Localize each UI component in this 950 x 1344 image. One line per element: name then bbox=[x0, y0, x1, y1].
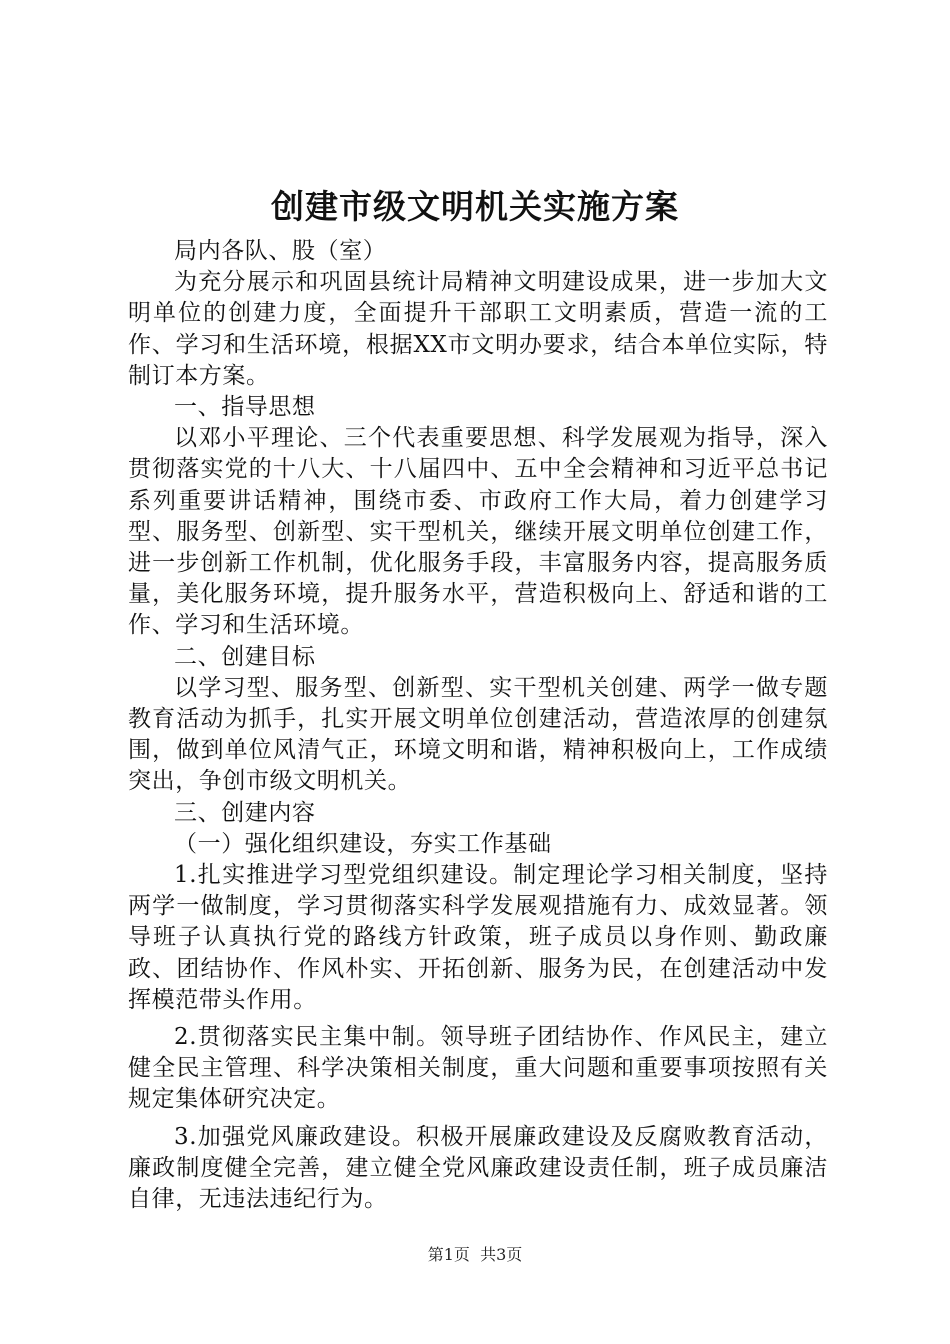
paragraph-intro: 为充分展示和巩固县统计局精神文明建设成果，进一步加大文明单位的创建力度，全面提升干部职工文明素质，营造一流的工作、学习和生活环境，根据XX市文明办要求，结合本单位实际，特制订本方案。 bbox=[128, 269, 828, 389]
subheading-organization: （一）强化组织建设，夯实工作基础 bbox=[174, 830, 552, 857]
paragraph-item-2: 2.贯彻落实民主集中制。领导班子团结协作、作风民主，建立健全民主管理、科学决策相关制度，重大问题和重要事项按照有关规定集体研究决定。 bbox=[128, 1024, 828, 1113]
document-body bbox=[128, 236, 828, 1215]
paragraph-addressee: 局内各队、股（室） bbox=[174, 238, 387, 264]
heading-goals: 二、创建目标 bbox=[174, 643, 316, 670]
page-footer bbox=[0, 1245, 950, 1265]
paragraph-item-1: 1.扎实推进学习型党组织建设。制定理论学习相关制度，坚持两学一做制度，学习贯彻落实科学发展观措施有力、成效显著。领导班子认真执行党的路线方针政策，班子成员以身作则、勤政廉政、团结协作、作风朴实、开拓创新、服务为民，在创建活动中发挥模范带头作用。 bbox=[128, 862, 828, 1013]
heading-content: 三、创建内容 bbox=[174, 799, 316, 826]
paragraph-goals: 以学习型、服务型、创新型、实干型机关创建、两学一做专题教育活动为抓手，扎实开展文明单位创建活动，营造浓厚的创建氛围，做到单位风清气正，环境文明和谐，精神积极向上，工作成绩突出，争创市级文明机关。 bbox=[128, 674, 828, 795]
paragraph-item-3: 3.加强党风廉政建设。积极开展廉政建设及反腐败教育活动，廉政制度健全完善，建立健全党风廉政建设责任制，班子成员廉洁自律，无违法违纪行为。 bbox=[128, 1123, 828, 1213]
paragraph-guiding-ideology: 以邓小平理论、三个代表重要思想、科学发展观为指导，深入贯彻落实党的十八大、十八届四中、五中全会精神和习近平总书记系列重要讲话精神，围绕市委、市政府工作大局，着力创建学习型、服务型、创新型、实干型机关，继续开展文明单位创建工作，进一步创新工作机制，优化服务手段，丰富服务内容，提高服务质量，美化服务环境，提升服务水平，营造积极向上、舒适和谐的工作、学习和生活环境。 bbox=[128, 425, 828, 639]
document-title: 创建市级文明机关实施方案 bbox=[271, 187, 679, 226]
heading-guiding-ideology: 一、指导思想 bbox=[174, 394, 316, 421]
page-number: 第1页 共3页 bbox=[427, 1245, 523, 1264]
